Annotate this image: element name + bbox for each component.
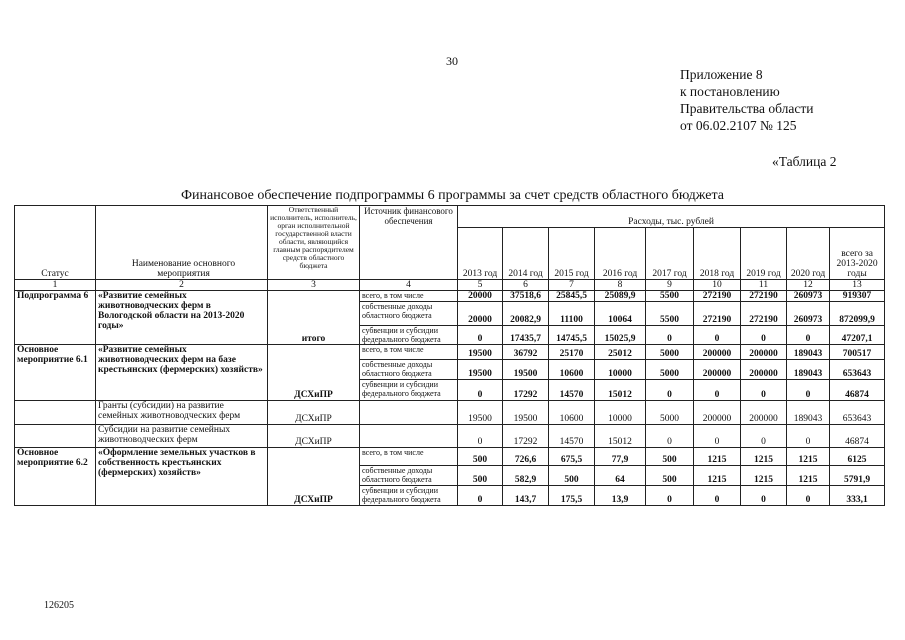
value-cell: 6125 — [830, 448, 885, 466]
value-cell: 10064 — [595, 302, 646, 326]
value-cell: 0 — [741, 380, 787, 401]
value-cell: 19500 — [503, 401, 549, 425]
name-cell: Гранты (субсидии) на развитие семейных животноводческих ферм — [96, 401, 268, 425]
year-total: всего за 2013-2020 годы — [830, 228, 885, 280]
year-2015: 2015 год — [549, 228, 595, 280]
value-cell: 872099,9 — [830, 302, 885, 326]
col-number: 2 — [96, 280, 268, 291]
value-cell: 0 — [741, 425, 787, 448]
responsible-cell: ДСХиПР — [268, 425, 360, 448]
year-2017: 2017 год — [646, 228, 694, 280]
value-cell: 272190 — [694, 291, 741, 302]
document-title: Финансовое обеспечение подпрограммы 6 программы за счет средств областного бюджета — [181, 188, 724, 203]
source-cell: субвенции и субсидии федерального бюджета — [360, 326, 458, 345]
value-cell: 5000 — [646, 345, 694, 360]
value-cell: 47207,1 — [830, 326, 885, 345]
value-cell: 200000 — [741, 360, 787, 380]
value-cell: 260973 — [787, 291, 830, 302]
status-cell: Основное мероприятие 6.1 — [15, 345, 96, 401]
value-cell: 0 — [741, 326, 787, 345]
value-cell: 333,1 — [830, 486, 885, 506]
value-cell: 1215 — [741, 448, 787, 466]
year-2016: 2016 год — [595, 228, 646, 280]
value-cell: 5000 — [646, 401, 694, 425]
value-cell: 0 — [694, 380, 741, 401]
year-2018: 2018 год — [694, 228, 741, 280]
document-code: 126205 — [44, 600, 74, 611]
col-number: 4 — [360, 280, 458, 291]
col-number: 9 — [646, 280, 694, 291]
value-cell: 500 — [646, 466, 694, 486]
name-cell: Субсидии на развитие семейных животноводческих ферм — [96, 425, 268, 448]
status-cell — [15, 425, 96, 448]
value-cell: 46874 — [830, 380, 885, 401]
value-cell: 17435,7 — [503, 326, 549, 345]
value-cell: 1215 — [694, 466, 741, 486]
value-cell: 17292 — [503, 380, 549, 401]
value-cell: 189043 — [787, 345, 830, 360]
col-number: 10 — [694, 280, 741, 291]
value-cell: 1215 — [694, 448, 741, 466]
value-cell: 5500 — [646, 291, 694, 302]
value-cell: 653643 — [830, 360, 885, 380]
name-cell: «Развитие семейных животноводческих ферм на базе крестьянских (фермерских) хозяйств» — [96, 345, 268, 401]
col-number: 7 — [549, 280, 595, 291]
value-cell: 19500 — [458, 401, 503, 425]
value-cell: 272190 — [741, 302, 787, 326]
value-cell: 14570 — [549, 380, 595, 401]
value-cell: 0 — [646, 326, 694, 345]
value-cell: 726,6 — [503, 448, 549, 466]
value-cell: 272190 — [741, 291, 787, 302]
col-number: 5 — [458, 280, 503, 291]
value-cell: 36792 — [503, 345, 549, 360]
value-cell: 0 — [741, 486, 787, 506]
value-cell: 11100 — [549, 302, 595, 326]
source-cell: субвенции и субсидии федерального бюджета — [360, 486, 458, 506]
value-cell: 582,9 — [503, 466, 549, 486]
source-cell: всего, в том числе — [360, 291, 458, 302]
value-cell: 15012 — [595, 425, 646, 448]
col-number: 11 — [741, 280, 787, 291]
year-2014: 2014 год — [503, 228, 549, 280]
header-row-top — [15, 206, 885, 228]
status-cell: Подпрограмма 6 — [15, 291, 96, 345]
value-cell: 25170 — [549, 345, 595, 360]
source-cell: всего, в том числе — [360, 448, 458, 466]
page-number: 30 — [446, 54, 458, 68]
col-number: 8 — [595, 280, 646, 291]
value-cell: 25012 — [595, 345, 646, 360]
value-cell: 77,9 — [595, 448, 646, 466]
value-cell: 15012 — [595, 380, 646, 401]
year-2020: 2020 год — [787, 228, 830, 280]
value-cell: 25089,9 — [595, 291, 646, 302]
col-number: 12 — [787, 280, 830, 291]
value-cell: 0 — [646, 380, 694, 401]
name-cell: «Развитие семейных животноводческих ферм в Вологодской области на 2013-2020 годы» — [96, 291, 268, 345]
value-cell: 13,9 — [595, 486, 646, 506]
value-cell: 10000 — [595, 401, 646, 425]
value-cell: 675,5 — [549, 448, 595, 466]
value-cell: 500 — [646, 448, 694, 466]
source-cell: субвенции и субсидии федерального бюджета — [360, 380, 458, 401]
value-cell: 0 — [694, 425, 741, 448]
value-cell: 0 — [787, 326, 830, 345]
table-label: «Таблица 2 — [772, 154, 837, 169]
value-cell: 143,7 — [503, 486, 549, 506]
appendix-line-3: Правительства области — [680, 101, 814, 116]
source-cell: всего, в том числе — [360, 345, 458, 360]
table-row — [15, 425, 885, 448]
value-cell: 0 — [787, 380, 830, 401]
value-cell: 46874 — [830, 425, 885, 448]
responsible-cell: ДСХиПР — [268, 448, 360, 506]
value-cell: 0 — [787, 425, 830, 448]
value-cell: 0 — [458, 380, 503, 401]
appendix-line-1: Приложение 8 — [680, 67, 763, 82]
value-cell: 189043 — [787, 401, 830, 425]
responsible-cell: ДСХиПР — [268, 401, 360, 425]
header-source: Источник финансового обеспечения — [360, 206, 458, 280]
col-number: 6 — [503, 280, 549, 291]
appendix-line-2: к постановлению — [680, 84, 780, 99]
value-cell: 10600 — [549, 401, 595, 425]
value-cell: 500 — [549, 466, 595, 486]
header-name: Наименование основного мероприятия — [96, 206, 268, 280]
value-cell: 1215 — [787, 466, 830, 486]
year-2013: 2013 год — [458, 228, 503, 280]
value-cell: 272190 — [694, 302, 741, 326]
header-expenses: Расходы, тыс. рублей — [458, 206, 885, 228]
name-cell: «Оформление земельных участков в собственность крестьянских (фермерских) хозяйств» — [96, 448, 268, 506]
source-cell — [360, 425, 458, 448]
appendix-block — [680, 66, 813, 134]
value-cell: 20000 — [458, 302, 503, 326]
table-row — [15, 448, 885, 466]
value-cell: 189043 — [787, 360, 830, 380]
value-cell: 0 — [694, 486, 741, 506]
value-cell: 1215 — [741, 466, 787, 486]
source-cell: собственные доходы областного бюджета — [360, 302, 458, 326]
table-row — [15, 401, 885, 425]
value-cell: 25845,5 — [549, 291, 595, 302]
value-cell: 15025,9 — [595, 326, 646, 345]
col-number: 13 — [830, 280, 885, 291]
value-cell: 653643 — [830, 401, 885, 425]
value-cell: 700517 — [830, 345, 885, 360]
header-responsible: Ответственный исполнитель, исполнитель, орган исполнительной государственной власти области, являющийся главным распорядителем средств областного бюджета — [268, 206, 360, 280]
table-row — [15, 291, 885, 302]
value-cell: 14745,5 — [549, 326, 595, 345]
value-cell: 500 — [458, 466, 503, 486]
value-cell: 14570 — [549, 425, 595, 448]
value-cell: 5000 — [646, 360, 694, 380]
value-cell: 10000 — [595, 360, 646, 380]
col-number: 1 — [15, 280, 96, 291]
value-cell: 0 — [458, 425, 503, 448]
value-cell: 64 — [595, 466, 646, 486]
value-cell: 0 — [646, 486, 694, 506]
table-row — [15, 345, 885, 360]
header-status: Статус — [15, 206, 96, 280]
value-cell: 19500 — [458, 345, 503, 360]
status-cell: Основное мероприятие 6.2 — [15, 448, 96, 506]
value-cell: 200000 — [741, 345, 787, 360]
responsible-cell: ДСХиПР — [268, 345, 360, 401]
responsible-cell: итого — [268, 291, 360, 345]
value-cell: 19500 — [503, 360, 549, 380]
value-cell: 19500 — [458, 360, 503, 380]
value-cell: 5791,9 — [830, 466, 885, 486]
value-cell: 0 — [694, 326, 741, 345]
value-cell: 200000 — [694, 360, 741, 380]
value-cell: 500 — [458, 448, 503, 466]
value-cell: 200000 — [694, 401, 741, 425]
source-cell: собственные доходы областного бюджета — [360, 360, 458, 380]
value-cell: 20000 — [458, 291, 503, 302]
appendix-line-4: от 06.02.2107 № 125 — [680, 118, 797, 133]
value-cell: 37518,6 — [503, 291, 549, 302]
value-cell: 260973 — [787, 302, 830, 326]
col-number: 3 — [268, 280, 360, 291]
value-cell: 0 — [458, 486, 503, 506]
status-cell — [15, 401, 96, 425]
source-cell — [360, 401, 458, 425]
value-cell: 0 — [458, 326, 503, 345]
value-cell: 200000 — [741, 401, 787, 425]
value-cell: 0 — [787, 486, 830, 506]
value-cell: 10600 — [549, 360, 595, 380]
value-cell: 919307 — [830, 291, 885, 302]
value-cell: 17292 — [503, 425, 549, 448]
value-cell: 20082,9 — [503, 302, 549, 326]
value-cell: 200000 — [694, 345, 741, 360]
finance-table — [14, 205, 885, 506]
year-2019: 2019 год — [741, 228, 787, 280]
source-cell: собственные доходы областного бюджета — [360, 466, 458, 486]
value-cell: 5500 — [646, 302, 694, 326]
value-cell: 0 — [646, 425, 694, 448]
column-numbers-row — [15, 280, 885, 291]
value-cell: 1215 — [787, 448, 830, 466]
value-cell: 175,5 — [549, 486, 595, 506]
